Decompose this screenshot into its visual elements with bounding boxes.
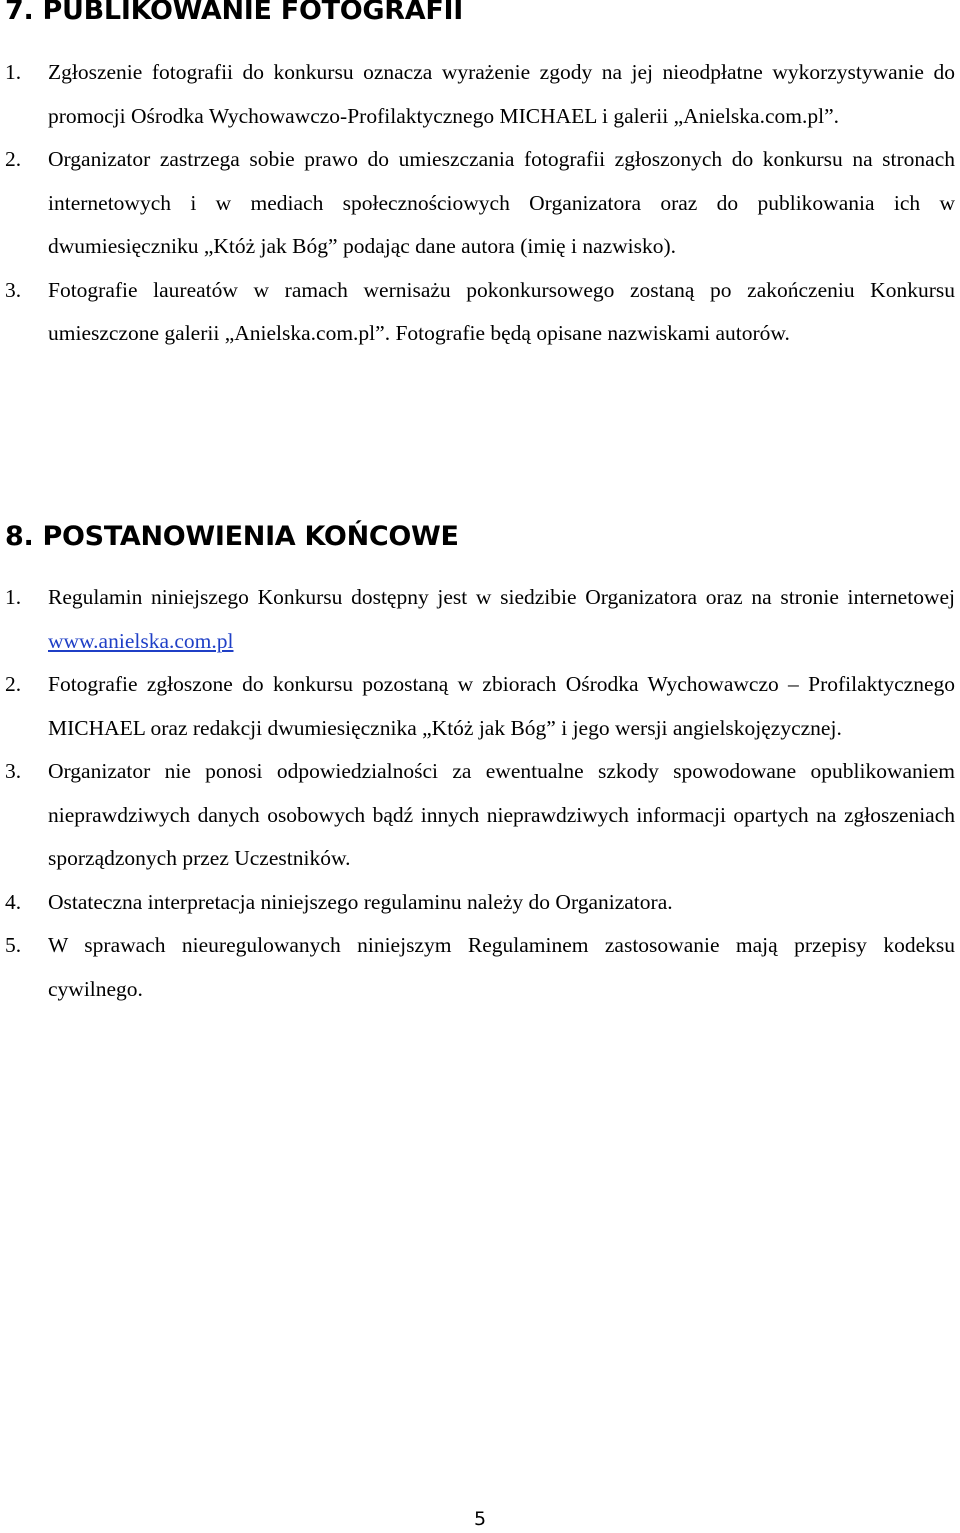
item-text: Organizator zastrzega sobie prawo do umieszczania fotografii zgłoszonych do konkursu na stronach internetowych i w mediach społecznościowych Organizatora oraz do publikowania ich w dwumiesięczniku „Któż jak Bóg” podając dane autora (imię i nazwisko). <box>48 147 955 258</box>
item-text: Fotografie zgłoszone do konkursu pozostaną w zbiorach Ośrodka Wychowawczo – Profilaktycznego MICHAEL oraz redakcji dwumiesięcznika „Któż jak Bóg” i jego wersji angielskojęzycznej. <box>48 672 955 740</box>
item-text: Regulamin niniejszego Konkursu dostępny jest w siedzibie Organizatora oraz na stronie internetowej <box>48 585 955 609</box>
item-number: 3. <box>5 759 22 783</box>
list-item <box>0 881 960 925</box>
item-number: 5. <box>5 933 22 957</box>
list-item <box>0 576 960 663</box>
list-item <box>0 51 960 138</box>
item-text: Organizator nie ponosi odpowiedzialności za ewentualne szkody spowodowane opublikowaniem nieprawdziwych danych osobowych bądź innych nieprawdziwych informacji opartych na zgłoszeniach sporządzonych przez Uczestników. <box>48 759 955 870</box>
item-text: Zgłoszenie fotografii do konkursu oznacza wyrażenie zgody na jej nieodpłatne wykorzystywanie do promocji Ośrodka Wychowawczo-Profilaktycznego MICHAEL i galerii „Anielska.com.pl”. <box>48 60 955 128</box>
item-number: 1. <box>5 60 22 84</box>
website-link[interactable]: www.anielska.com.pl <box>48 628 234 653</box>
item-number: 3. <box>5 277 22 302</box>
section-7-list <box>0 51 960 356</box>
section-8-list <box>0 576 960 1011</box>
section-heading-publikowanie: 7. PUBLIKOWANIE FOTOGRAFII <box>5 0 463 26</box>
item-text: Ostateczna interpretacja niniejszego regulaminu należy do Organizatora. <box>48 889 673 914</box>
item-number: 4. <box>5 889 22 914</box>
item-number: 2. <box>5 147 22 171</box>
item-number: 2. <box>5 672 22 696</box>
section-heading-postanowienia: 8. POSTANOWIENIA KOŃCOWE <box>5 521 459 552</box>
list-item <box>0 924 960 1011</box>
page-number: 5 <box>473 1508 487 1530</box>
item-text: W sprawach nieuregulowanych niniejszym Regulaminem zastosowanie mają przepisy kodeksu cywilnego. <box>48 933 955 1001</box>
list-item <box>0 138 960 269</box>
list-item <box>0 269 960 356</box>
item-text: Fotografie laureatów w ramach wernisażu pokonkursowego zostaną po zakończeniu Konkursu umieszczone galerii „Anielska.com.pl”. Fotografie będą opisane nazwiskami autorów. <box>48 277 955 345</box>
list-item <box>0 663 960 750</box>
list-item <box>0 750 960 881</box>
item-number: 1. <box>5 585 22 609</box>
